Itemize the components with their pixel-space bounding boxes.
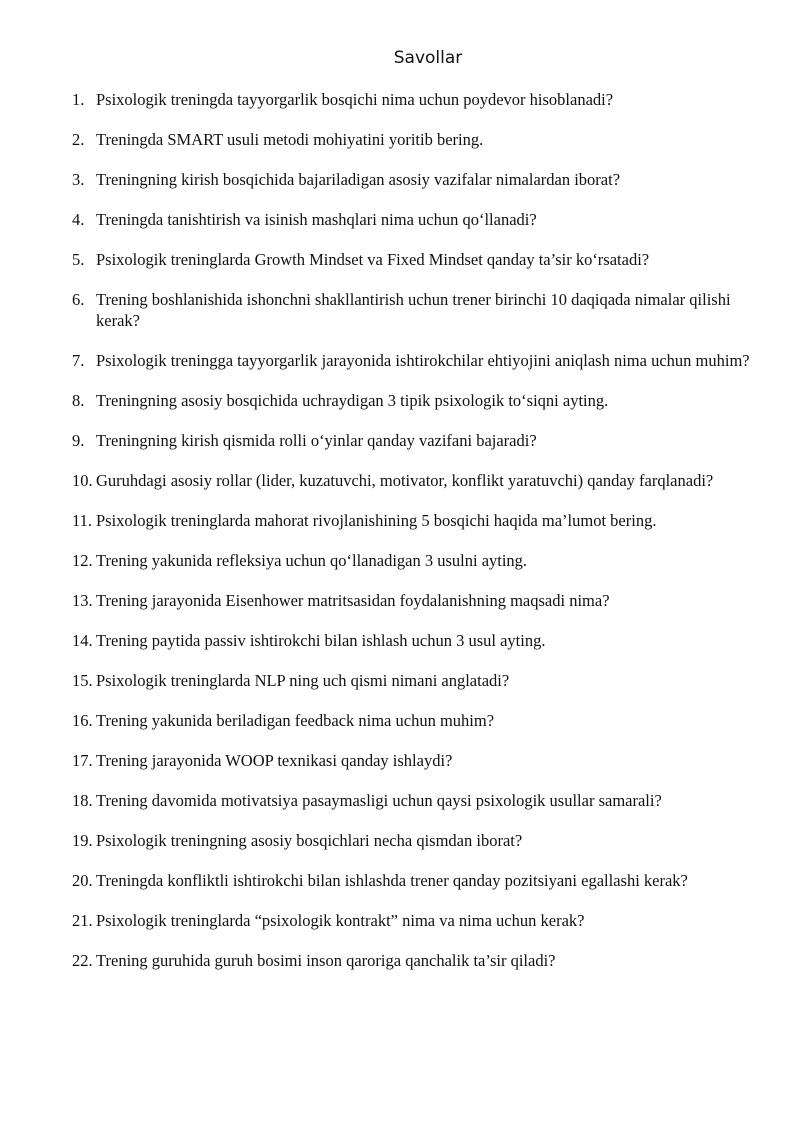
question-number: 12. [72, 551, 93, 570]
question-item [72, 750, 752, 771]
question-text: Psixologik treninglarda NLP ning uch qismi nimani anglatadi? [96, 671, 510, 690]
question-text: Treningda SMART usuli metodi mohiyatini yoritib bering. [96, 130, 484, 149]
question-number: 13. [72, 591, 93, 610]
question-number: 4. [72, 210, 85, 229]
question-text: Trening boshlanishida ishonchni shakllantirish uchun trener birinchi 10 daqiqada nimalar qilishi kerak? [96, 290, 731, 330]
question-item [72, 910, 752, 931]
question-item [72, 630, 752, 651]
question-number: 9. [72, 431, 85, 450]
question-item [72, 209, 752, 230]
question-item [72, 710, 752, 731]
question-item [72, 590, 752, 611]
question-number: 18. [72, 791, 93, 810]
question-text: Trening davomida motivatsiya pasaymasligi uchun qaysi psixologik usullar samarali? [96, 791, 662, 810]
question-text: Psixologik treningning asosiy bosqichlari necha qismdan iborat? [96, 831, 523, 850]
question-item [72, 289, 752, 331]
question-text: Trening yakunida refleksiya uchun qo‘llanadigan 3 usulni ayting. [96, 551, 528, 570]
question-item [72, 390, 752, 411]
question-text: Treningning asosiy bosqichida uchraydigan 3 tipik psixologik to‘siqni ayting. [96, 391, 609, 410]
question-item [72, 870, 752, 891]
question-number: 11. [72, 511, 93, 530]
question-text: Psixologik treningga tayyorgarlik jarayonida ishtirokchilar ehtiyojini aniqlash nima uchun muhim? [96, 351, 750, 370]
question-text: Psixologik treningda tayyorgarlik bosqichi nima uchun poydevor hisoblanadi? [96, 90, 614, 109]
question-number: 7. [72, 351, 85, 370]
question-item [72, 510, 752, 531]
question-item [72, 550, 752, 571]
question-item [72, 169, 752, 190]
question-number: 10. [72, 471, 93, 490]
question-text: Treningning kirish qismida rolli o‘yinlar qanday vazifani bajaradi? [96, 431, 537, 450]
question-item [72, 830, 752, 851]
question-number: 21. [72, 911, 93, 930]
question-item [72, 950, 752, 971]
question-number: 19. [72, 831, 93, 850]
question-number: 6. [72, 290, 85, 309]
question-item [72, 670, 752, 691]
question-item [72, 249, 752, 270]
question-text: Guruhdagi asosiy rollar (lider, kuzatuvchi, motivator, konflikt yaratuvchi) qanday farqlanadi? [96, 471, 714, 490]
question-item [72, 350, 752, 371]
question-text: Treningda konfliktli ishtirokchi bilan ishlashda trener qanday pozitsiyani egallashi kerak? [96, 871, 688, 890]
question-number: 14. [72, 631, 93, 650]
question-number: 1. [72, 90, 85, 109]
question-text: Trening jarayonida Eisenhower matritsasidan foydalanishning maqsadi nima? [96, 591, 610, 610]
question-text: Psixologik treninglarda mahorat rivojlanishining 5 bosqichi haqida ma’lumot bering. [96, 511, 657, 530]
question-number: 2. [72, 130, 85, 149]
question-text: Trening guruhida guruh bosimi inson qaroriga qanchalik ta’sir qiladi? [96, 951, 556, 970]
question-item [72, 470, 752, 491]
question-list [72, 89, 752, 990]
page-title: Savollar [393, 48, 463, 68]
question-text: Trening jarayonida WOOP texnikasi qanday ishlaydi? [96, 751, 453, 770]
question-text: Psixologik treninglarda “psixologik kontrakt” nima va nima uchun kerak? [96, 911, 585, 930]
question-text: Trening paytida passiv ishtirokchi bilan ishlash uchun 3 usul ayting. [96, 631, 546, 650]
question-number: 17. [72, 751, 93, 770]
question-text: Trening yakunida beriladigan feedback nima uchun muhim? [96, 711, 495, 730]
question-item [72, 790, 752, 811]
question-text: Treningning kirish bosqichida bajariladigan asosiy vazifalar nimalardan iborat? [96, 170, 621, 189]
question-number: 8. [72, 391, 85, 410]
question-number: 5. [72, 250, 85, 269]
question-text: Psixologik treninglarda Growth Mindset va Fixed Mindset qanday ta’sir ko‘rsatadi? [96, 250, 650, 269]
question-number: 15. [72, 671, 93, 690]
question-item [72, 129, 752, 150]
question-number: 22. [72, 951, 93, 970]
question-item [72, 430, 752, 451]
question-number: 16. [72, 711, 93, 730]
question-text: Treningda tanishtirish va isinish mashqlari nima uchun qo‘llanadi? [96, 210, 537, 229]
question-item [72, 89, 752, 110]
question-number: 3. [72, 170, 85, 189]
question-number: 20. [72, 871, 93, 890]
